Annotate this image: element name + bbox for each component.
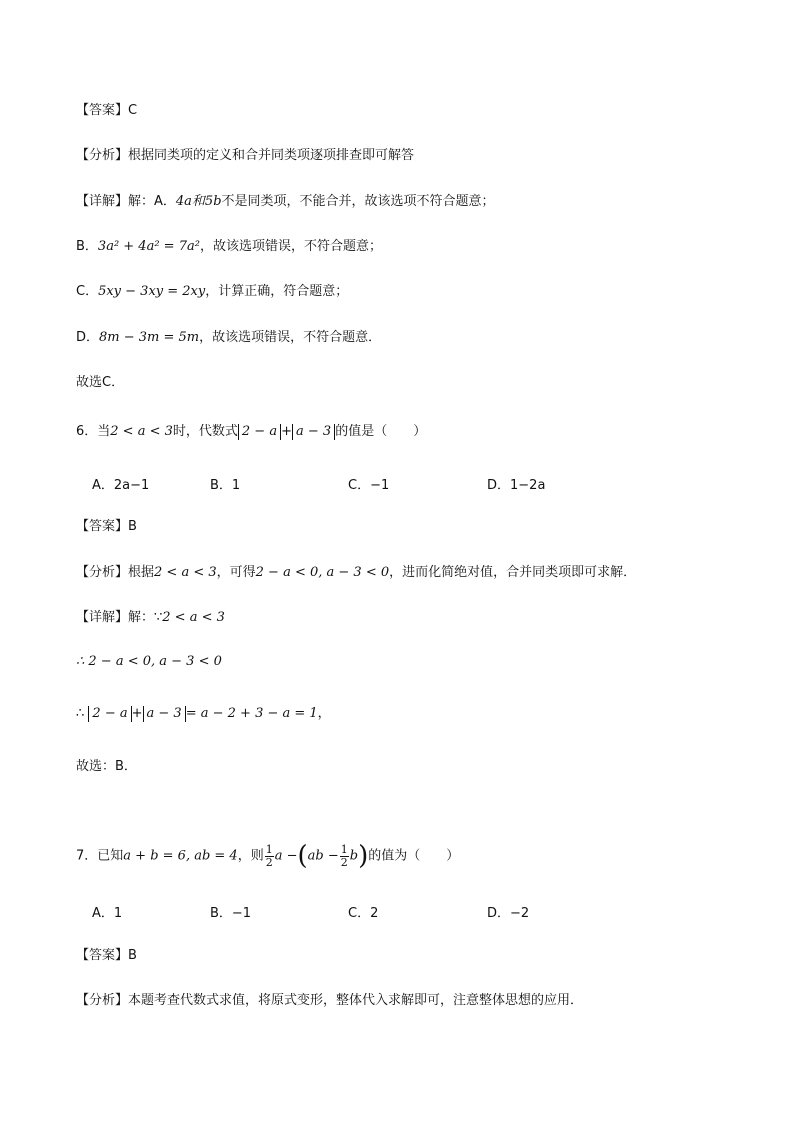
fraction-numerator: 1 <box>340 842 348 856</box>
plus-sign: + <box>131 706 143 721</box>
question-text: 时，代数式 <box>172 424 238 439</box>
abs-expr: 2 − a <box>88 706 131 722</box>
detail-6-step <box>76 652 222 672</box>
explain-text: ，故该选项错误，不符合题意． <box>199 330 382 345</box>
analysis-6 <box>76 563 636 583</box>
analysis-5: 【分析】根据同类项的定义和合并同类项逐项排查即可解答 <box>76 148 415 163</box>
math-expr: 8m − 3m = 5m <box>99 330 200 345</box>
answer-6: 【答案】B <box>76 519 137 534</box>
option-label: D． <box>76 330 100 345</box>
analysis-text: ，可得 <box>216 565 256 580</box>
choose-5: 故选C． <box>76 375 125 390</box>
detail-label: 【详解】解：A． <box>76 194 176 209</box>
punctuation: ， <box>317 706 331 721</box>
q7-option-c: C．2 <box>348 906 379 921</box>
plus-sign: + <box>281 424 292 439</box>
detail-text: 不是同类项，不能合并，故该选项不符合题意； <box>221 194 495 209</box>
detail-6-result <box>76 704 331 724</box>
q6-option-d: D．1−2a <box>487 478 546 493</box>
analysis-text: ，进而化简绝对值，合并同类项即可求解． <box>389 565 637 580</box>
abs-expr: a − 3 <box>143 706 186 722</box>
fraction-denominator: 2 <box>265 855 273 869</box>
math-expr: = a − 2 + 3 − a = 1 <box>185 706 318 721</box>
math-expr: 4a和5b <box>175 194 222 209</box>
fraction-denominator: 2 <box>340 855 348 869</box>
question-number: 6．当 <box>76 424 111 439</box>
fraction-half <box>265 844 274 869</box>
explain-text: ，故该选项错误，不符合题意； <box>199 239 382 254</box>
option-label: B． <box>76 239 98 254</box>
detail-label: 【详解】解：∵ <box>76 610 163 625</box>
math-expr: 2 − a < 0, a − 3 < 0 <box>255 565 390 580</box>
math-expr: ∴ 2 − a < 0, a − 3 < 0 <box>76 654 222 669</box>
detail-6 <box>76 608 225 628</box>
math-expr: 2 < a < 3 <box>154 565 217 580</box>
option-label: C． <box>76 284 99 299</box>
answer-5: 【答案】C <box>76 103 138 118</box>
question-7 <box>76 843 459 869</box>
therefore-sign: ∴ <box>76 706 85 721</box>
fraction-numerator: 1 <box>265 842 273 856</box>
question-text: 的值是（ ） <box>335 424 427 439</box>
question-text: 的值为（ ） <box>368 848 460 864</box>
math-expr: b <box>349 848 359 864</box>
option-d-explain <box>76 328 381 348</box>
math-expr: a − <box>274 848 298 864</box>
q6-option-c: C．−1 <box>348 478 390 493</box>
math-expr: 2 < a < 3 <box>110 424 173 439</box>
explain-text: ，计算正确，符合题意； <box>205 284 349 299</box>
math-expr: 5xy − 3xy = 2xy <box>98 284 206 299</box>
q7-option-d: D．−2 <box>487 906 530 921</box>
math-expr: 2 < a < 3 <box>162 610 225 625</box>
choose-6: 故选：B． <box>76 759 137 774</box>
q7-option-a: A．1 <box>92 906 123 921</box>
question-number: 7．已知 <box>76 848 124 864</box>
math-expr: a + b = 6, ab = 4 <box>123 848 238 864</box>
abs-expr: 2 − a <box>238 424 281 440</box>
detail-5 <box>76 192 495 212</box>
math-expr: ab − <box>307 848 339 864</box>
q6-option-a: A．2a−1 <box>92 478 150 493</box>
analysis-label: 【分析】根据 <box>76 565 155 580</box>
option-b-explain <box>76 237 382 257</box>
analysis-7: 【分析】本题考查代数式求值，将原式变形，整体代入求解即可，注意整体思想的应用． <box>76 993 584 1008</box>
question-6 <box>76 422 426 442</box>
answer-7: 【答案】B <box>76 948 137 963</box>
abs-expr: a − 3 <box>292 424 335 440</box>
fraction-half <box>340 844 349 869</box>
left-paren: ( <box>297 841 308 871</box>
q7-option-b: B．−1 <box>210 906 252 921</box>
math-expr: 3a² + 4a² = 7a² <box>97 239 200 254</box>
q6-option-b: B．1 <box>210 478 241 493</box>
right-paren: ) <box>358 841 369 871</box>
question-text: ，则 <box>237 848 264 864</box>
option-c-explain <box>76 282 348 302</box>
